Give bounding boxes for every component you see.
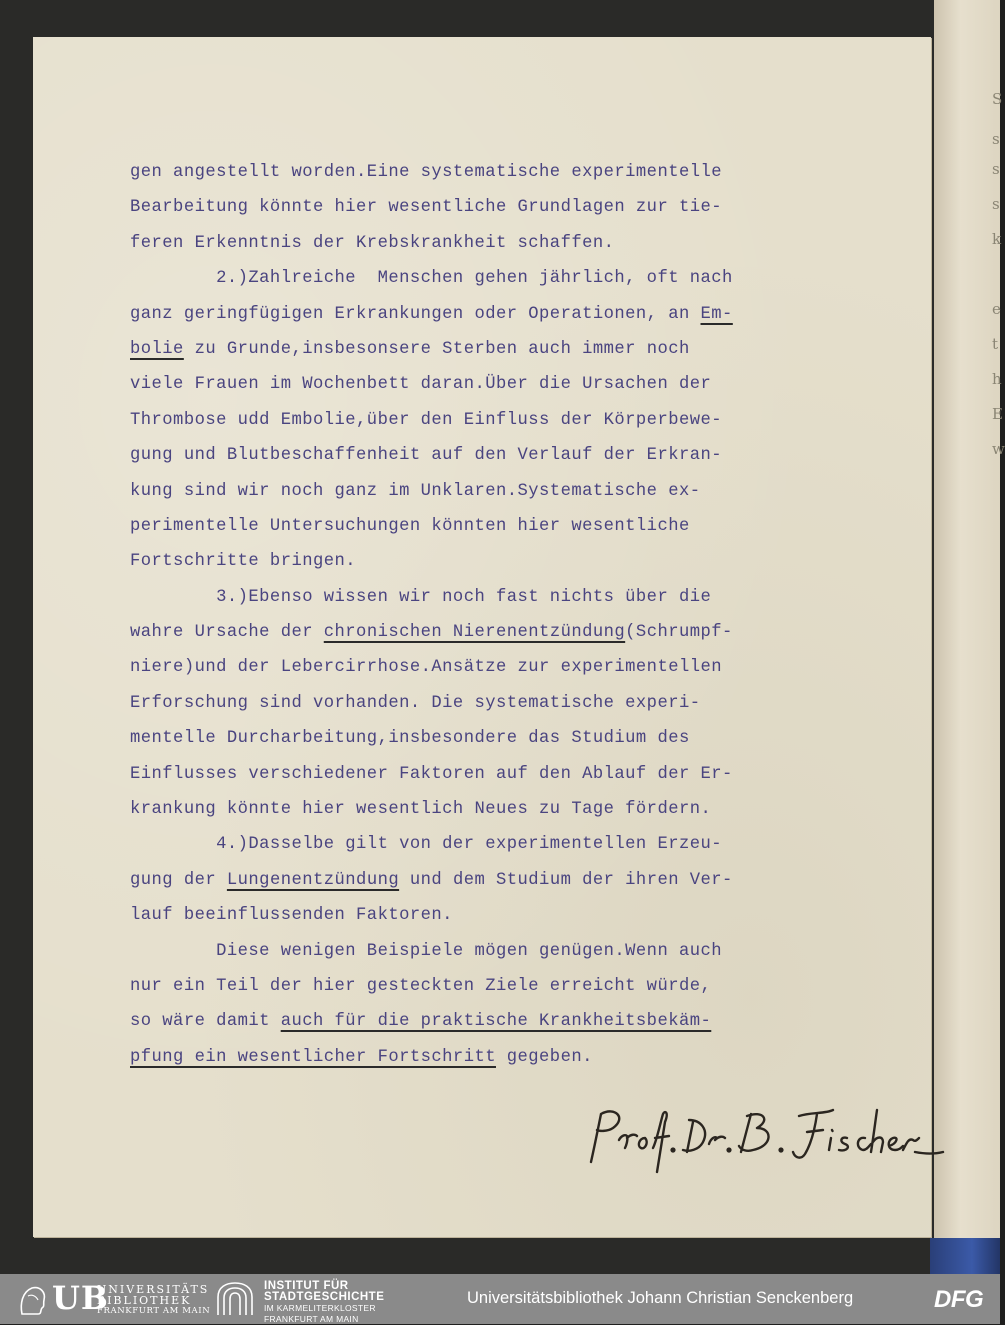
letter-line: [130, 509, 770, 544]
text-segment: nur ein Teil der hier gesteckten Ziele erreicht würde,: [130, 976, 712, 996]
letter-line: [130, 580, 770, 615]
footer-bar: [0, 1274, 1000, 1324]
institute-name[interactable]: [264, 1281, 384, 1325]
text-segment: Diese wenigen Beispiele mögen genügen.Wenn auch: [130, 941, 723, 961]
text-segment: ganz geringfügigen Erkrankungen oder Operationen, an: [130, 304, 701, 324]
text-segment: Einflusses verschiedener Faktoren auf den Ablauf der Er-: [130, 764, 733, 784]
text-segment: gung und Blutbeschaffenheit auf den Verlauf der Erkran-: [130, 446, 723, 466]
text-segment: Erforschung sind vorhanden. Die systematische experi-: [130, 693, 701, 713]
library-name-link[interactable]: Universitätsbibliothek Johann Christian Senckenberg: [467, 1289, 854, 1307]
letter-line: [130, 332, 770, 367]
letter-line: [130, 226, 770, 261]
text-segment: kung sind wir noch ganz im Unklaren.Systematische ex-: [130, 481, 701, 501]
letter-line: [130, 898, 770, 933]
text-segment: viele Frauen im Wochenbett daran.Über die Ursachen der: [130, 375, 712, 395]
text-segment: feren Erkenntnis der Krebskrankheit schaffen.: [130, 233, 615, 253]
text-segment: gen angestellt worden.Eine systematische experimentelle: [130, 163, 723, 182]
signature: [585, 1100, 945, 1180]
letter-line: [130, 438, 770, 473]
letter-line: [130, 969, 770, 1004]
text-segment: lauf beeinflussenden Faktoren.: [130, 906, 453, 926]
letter-line: [130, 934, 770, 969]
signature-handwriting-icon: [585, 1100, 945, 1180]
letter-line: [130, 827, 770, 862]
back-page-edge: S s s s k e t h E w: [934, 0, 1000, 1274]
text-segment: Fortschritte bringen.: [130, 552, 357, 572]
text-segment: zu Grunde,insbesonsere Sterben auch immer noch: [183, 339, 690, 359]
isg-line-3: IM KARMELITERKLOSTER: [264, 1303, 376, 1313]
letter-line: [130, 367, 770, 402]
text-segment: mentelle Durcharbeitung,insbesondere das Studium des: [130, 729, 690, 749]
text-segment: gegeben.: [495, 1047, 593, 1067]
text-segment: und dem Studium der ihren Ver-: [399, 870, 733, 890]
text-segment: wahre Ursache der: [130, 623, 324, 643]
letter-line: [130, 721, 770, 756]
ub-library-name[interactable]: [97, 1284, 210, 1317]
letter-line: [130, 1040, 770, 1075]
text-segment: gung der: [130, 870, 227, 890]
ub-line-3: FRANKFURT AM MAIN: [97, 1306, 211, 1316]
institute-arch-icon[interactable]: [214, 1281, 256, 1317]
letter-body: [130, 155, 770, 1075]
letter-line: [130, 792, 770, 827]
letter-line: [130, 261, 770, 296]
underlined-phrase: bolie: [130, 339, 184, 359]
dfg-logo[interactable]: DFG: [934, 1286, 984, 1313]
letter-line: [130, 757, 770, 792]
text-segment: Thrombose udd Embolie,über den Einfluss der Körperbewe-: [130, 410, 723, 430]
text-segment: (Schrumpf-: [625, 623, 733, 643]
text-segment: niere)und der Lebercirrhose.Ansätze zur experimentellen: [130, 658, 723, 678]
letter-line: [130, 615, 770, 650]
letter-line: [130, 1004, 770, 1039]
goethe-portrait-icon[interactable]: [8, 1282, 52, 1316]
text-segment: 4.)Dasselbe gilt von der experimentellen Erzeu-: [130, 835, 723, 855]
underlined-phrase: Em-: [700, 304, 733, 324]
isg-line-2: STADTGESCHICHTE: [264, 1291, 385, 1303]
text-segment: so wäre damit: [130, 1012, 281, 1032]
text-segment: 3.)Ebenso wissen wir noch fast nichts über die: [130, 587, 712, 607]
blue-cover-edge: [930, 1238, 1000, 1274]
ub-line-1: UNIVERSITÄTS: [97, 1283, 210, 1296]
letter-line: [130, 155, 770, 190]
letter-line: [130, 863, 770, 898]
letter-line: [130, 403, 770, 438]
letter-line: [130, 544, 770, 579]
letter-line: [130, 650, 770, 685]
underlined-phrase: Lungenentzündung: [226, 870, 400, 890]
letter-line: [130, 686, 770, 721]
isg-line-1: INSTITUT FÜR: [264, 1280, 349, 1292]
letter-line: [130, 190, 770, 225]
bleed-through-text: [773, 207, 923, 242]
text-segment: 2.)Zahlreiche Menschen gehen jährlich, oft nach: [130, 269, 733, 289]
ub-mark[interactable]: UB: [52, 1279, 109, 1317]
underlined-phrase: chronischen Nierenentzündung: [323, 623, 626, 643]
isg-line-4: FRANKFURT AM MAIN: [264, 1314, 359, 1324]
text-segment: krankung könnte hier wesentlich Neues zu Tage fördern.: [130, 800, 712, 820]
text-segment: Bearbeitung könnte hier wesentliche Grundlagen zur tie-: [130, 198, 723, 218]
underlined-phrase: auch für die praktische Krankheitsbekäm-: [280, 1012, 712, 1032]
underlined-phrase: pfung ein wesentlicher Fortschritt: [130, 1047, 496, 1067]
text-segment: perimentelle Untersuchungen könnten hier wesentliche: [130, 516, 690, 536]
ub-line-2: BIBLIOTHEK: [97, 1294, 192, 1307]
letter-line: [130, 297, 770, 332]
letter-line: [130, 474, 770, 509]
